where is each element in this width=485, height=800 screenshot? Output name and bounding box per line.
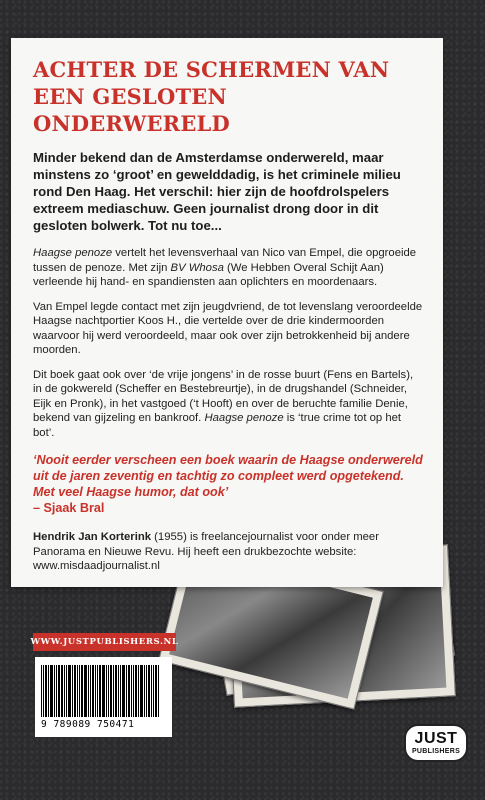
paragraph-3: Dit boek gaat ook over ‘de vrije jongens’ in de rosse buurt (Fens en Bartels), in de gokwereld (Scheffer en Bestebreurtje), in de drugshandel (Schneider, Eijk en Pronk), in het vastgoed (‘t Hooft) en over de beruchte familie Denie, bekend van gijzeling en bankroof. Haagse penoze is ‘true crime tot op het bot’. <box>33 368 414 439</box>
paragraph-1: Haagse penoze vertelt het levensverhaal van Nico van Empel, die opgroeide tussen de penoze. Met zijn BV Whosa (We Hebben Overal Schijt Aan) verleende hij hand- en spandiensten aan oplichters en moordenaars. <box>33 247 417 288</box>
intro-paragraph: Minder bekend dan de Amsterdamse onderwereld, maar minstens zo ‘groot’ en gewelddadig, is het criminele milieu rond Den Haag. Het verschil: hier zijn de hoofdrolspelers extreem mediaschuw. Geen journalist drong door in dit gesloten bolwerk. Tot nu toe... <box>33 150 401 233</box>
book-title: Haagse penoze <box>33 247 113 259</box>
review-quote: ‘Nooit eerder verscheen een boek waarin de Haagse onderwereld uit de jaren zeventig en tachtig zo compleet werd opgetekend. Met veel Haagse humor, dat ook’ <box>33 453 423 499</box>
review-quote-author: – Sjaak Bral <box>33 501 105 515</box>
paragraph-2: Van Empel legde contact met zijn jeugdvriend, de tot levenslang veroordeelde Haagse nachtportier Koos H., die vertelde over de drie kindermoorden waarvoor hij werd veroordeeld, maar ook over zijn betrokkenheid bij andere moorden. <box>33 300 423 356</box>
headline-line-2: EEN GESLOTEN ONDERWERELD <box>33 84 230 136</box>
back-cover-text-card <box>11 38 443 587</box>
barcode-bars <box>41 665 166 717</box>
barcode <box>35 657 172 737</box>
just-publishers-logo: JUST PUBLISHERS <box>404 724 468 762</box>
isbn-number: 9 789089 750471 <box>41 719 135 730</box>
author-bio: Hendrik Jan Korterink (1955) is freelancejournalist voor onder meer Panorama en Nieuwe Revu. Hij heeft een drukbezochte website: www.misdaadjournalist.nl <box>33 531 379 572</box>
bv-name: BV Whosa <box>170 261 224 274</box>
author-name: Hendrik Jan Korterink <box>33 531 152 543</box>
headline <box>33 56 425 137</box>
headline-line-1: ACHTER DE SCHERMEN VAN <box>33 57 390 82</box>
book-title: Haagse penoze <box>204 412 284 424</box>
publisher-url[interactable]: WWW.JUSTPUBLISHERS.NL <box>33 633 176 651</box>
